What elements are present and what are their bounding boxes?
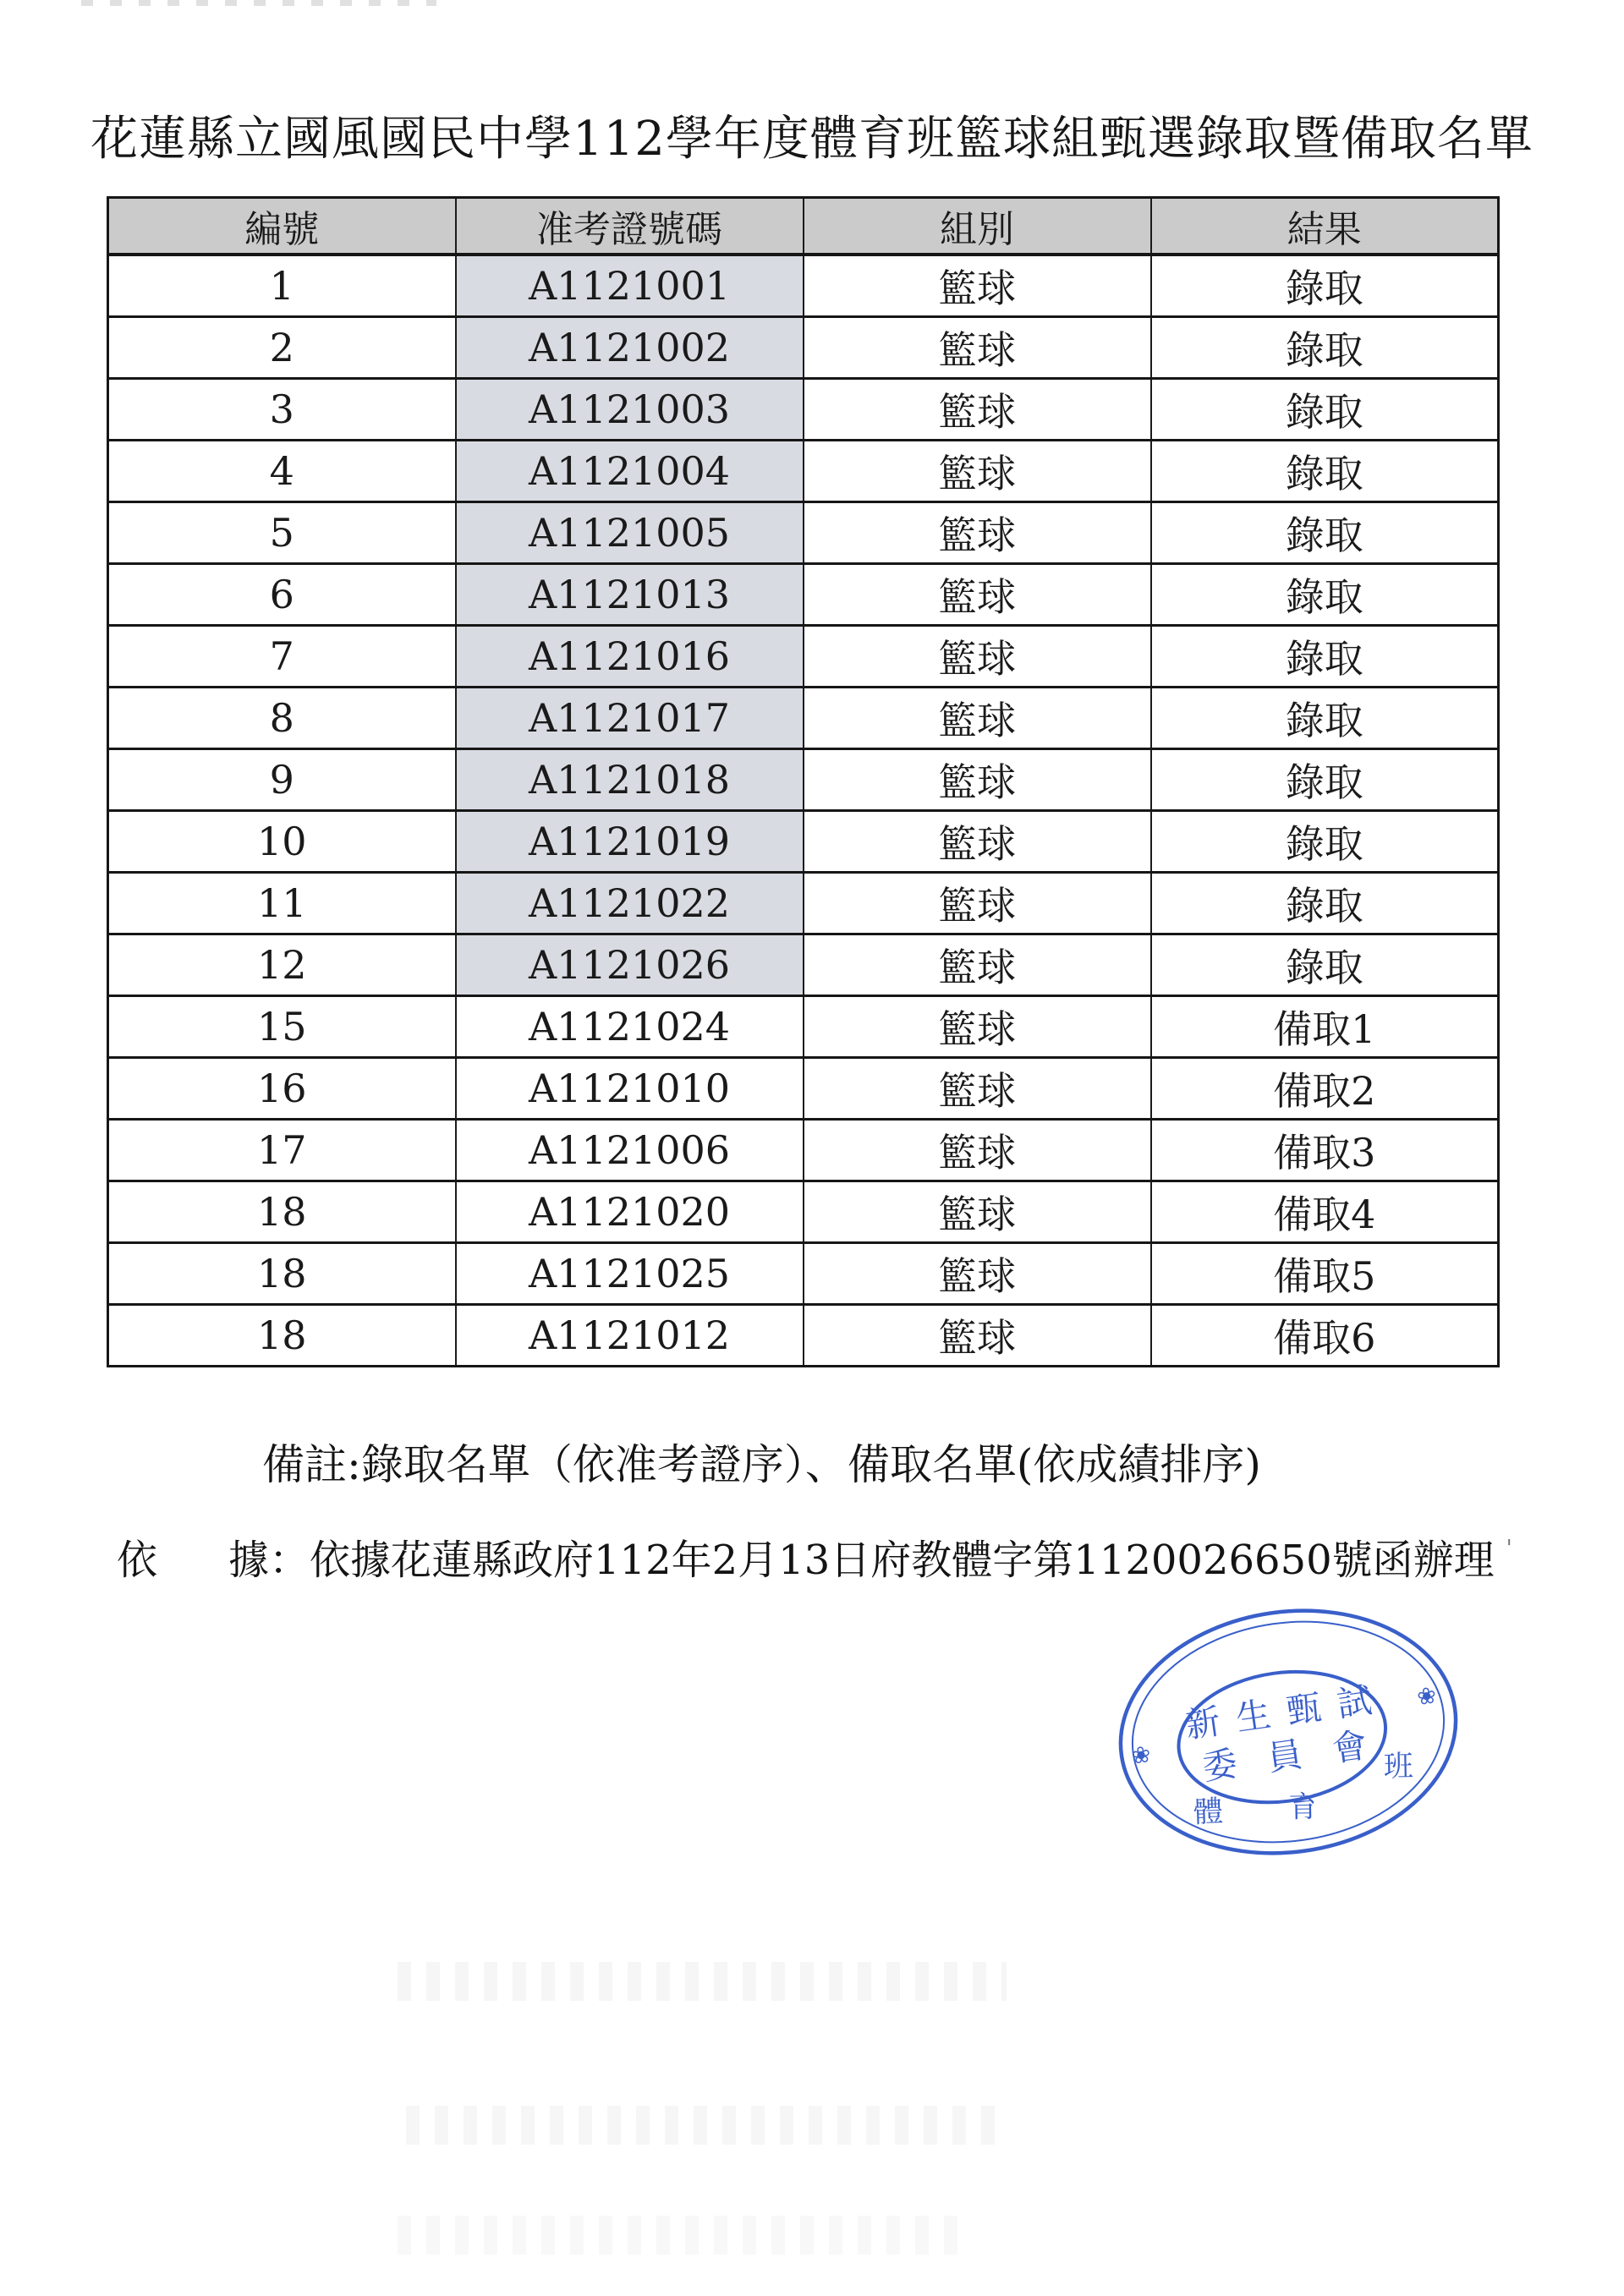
legal-basis-line bbox=[117, 1527, 1512, 1586]
table-row bbox=[108, 811, 1499, 873]
cell-group: 籃球 bbox=[804, 255, 1151, 317]
stamp-bottom-char: 育 bbox=[1288, 1790, 1319, 1825]
cell-result: 備取3 bbox=[1151, 1120, 1499, 1181]
cell-no: 15 bbox=[108, 996, 456, 1058]
cell-ticket: A1121016 bbox=[456, 626, 804, 688]
cell-no: 18 bbox=[108, 1181, 456, 1243]
table-row bbox=[108, 996, 1499, 1058]
cell-no: 4 bbox=[108, 441, 456, 502]
cell-result: 錄取 bbox=[1151, 564, 1499, 626]
table-row bbox=[108, 255, 1499, 317]
column-header-result: 結果 bbox=[1151, 198, 1499, 255]
cell-no: 18 bbox=[108, 1305, 456, 1367]
cell-group: 籃球 bbox=[804, 873, 1151, 934]
cell-group: 籃球 bbox=[804, 1120, 1151, 1181]
cell-ticket: A1121012 bbox=[456, 1305, 804, 1367]
cell-group: 籃球 bbox=[804, 811, 1151, 873]
cell-no: 10 bbox=[108, 811, 456, 873]
cell-group: 籃球 bbox=[804, 626, 1151, 688]
cell-no: 7 bbox=[108, 626, 456, 688]
cell-no: 9 bbox=[108, 749, 456, 811]
table-row bbox=[108, 1181, 1499, 1243]
school-committee-stamp bbox=[1102, 1597, 1471, 1866]
cell-group: 籃球 bbox=[804, 1181, 1151, 1243]
basis-text: 據：依據花蓮縣政府112年2月13日府教體字第1120026650號函辦理 bbox=[228, 1537, 1495, 1584]
cell-ticket: A1121025 bbox=[456, 1243, 804, 1305]
table-row bbox=[108, 502, 1499, 564]
cell-ticket: A1121022 bbox=[456, 873, 804, 934]
cell-no: 16 bbox=[108, 1058, 456, 1120]
cell-result: 備取6 bbox=[1151, 1305, 1499, 1367]
cell-group: 籃球 bbox=[804, 564, 1151, 626]
cell-group: 籃球 bbox=[804, 502, 1151, 564]
table-row bbox=[108, 934, 1499, 996]
cell-no: 1 bbox=[108, 255, 456, 317]
cell-ticket: A1121001 bbox=[456, 255, 804, 317]
stamp-inner-line2: 委員會 bbox=[1199, 1724, 1370, 1789]
stamp-bottom-char: 班 bbox=[1383, 1750, 1414, 1784]
cell-result: 錄取 bbox=[1151, 873, 1499, 934]
cell-result: 備取1 bbox=[1151, 996, 1499, 1058]
cell-group: 籃球 bbox=[804, 441, 1151, 502]
cell-result: 錄取 bbox=[1151, 317, 1499, 379]
page-title: 花蓮縣立國風國民中學112學年度體育班籃球組甄選錄取暨備取名單 bbox=[91, 112, 1533, 167]
cell-ticket: A1121004 bbox=[456, 441, 804, 502]
plum-blossom-icon: ❀ bbox=[1129, 1741, 1153, 1770]
table-row bbox=[108, 1120, 1499, 1181]
table-row bbox=[108, 379, 1499, 441]
table-row bbox=[108, 626, 1499, 688]
cell-result: 錄取 bbox=[1151, 811, 1499, 873]
cell-group: 籃球 bbox=[804, 1058, 1151, 1120]
cell-result: 錄取 bbox=[1151, 749, 1499, 811]
cell-no: 8 bbox=[108, 688, 456, 749]
plum-blossom-icon: ❀ bbox=[1415, 1682, 1439, 1712]
table-row bbox=[108, 1058, 1499, 1120]
results-table-body bbox=[108, 255, 1499, 1367]
cell-ticket: A1121010 bbox=[456, 1058, 804, 1120]
scan-artifact bbox=[81, 0, 436, 6]
cell-no: 3 bbox=[108, 379, 456, 441]
cell-result: 錄取 bbox=[1151, 441, 1499, 502]
table-row bbox=[108, 1243, 1499, 1305]
stray-ink-mark: ' bbox=[1506, 1536, 1512, 1561]
cell-ticket: A1121018 bbox=[456, 749, 804, 811]
scan-bleedthrough-artifact bbox=[398, 1962, 1007, 2001]
scan-bleedthrough-artifact bbox=[406, 2106, 998, 2145]
cell-group: 籃球 bbox=[804, 749, 1151, 811]
cell-group: 籃球 bbox=[804, 1305, 1151, 1367]
table-row bbox=[108, 873, 1499, 934]
cell-ticket: A1121003 bbox=[456, 379, 804, 441]
stamp-inner-line1: 新生甄試 bbox=[1182, 1680, 1374, 1746]
cell-result: 錄取 bbox=[1151, 934, 1499, 996]
cell-ticket: A1121020 bbox=[456, 1181, 804, 1243]
column-header-ticket-number: 准考證號碼 bbox=[456, 198, 804, 255]
cell-no: 6 bbox=[108, 564, 456, 626]
cell-ticket: A1121006 bbox=[456, 1120, 804, 1181]
cell-result: 備取5 bbox=[1151, 1243, 1499, 1305]
cell-no: 17 bbox=[108, 1120, 456, 1181]
admission-results-table bbox=[107, 196, 1500, 1367]
column-header-serial: 編號 bbox=[108, 198, 456, 255]
table-row bbox=[108, 1305, 1499, 1367]
stamp-outer-ring-icon bbox=[1105, 1597, 1471, 1866]
table-header-row bbox=[108, 198, 1499, 255]
cell-group: 籃球 bbox=[804, 1243, 1151, 1305]
cell-no: 18 bbox=[108, 1243, 456, 1305]
table-row bbox=[108, 688, 1499, 749]
cell-ticket: A1121017 bbox=[456, 688, 804, 749]
cell-group: 籃球 bbox=[804, 688, 1151, 749]
cell-no: 2 bbox=[108, 317, 456, 379]
cell-result: 錄取 bbox=[1151, 688, 1499, 749]
table-row bbox=[108, 441, 1499, 502]
table-row bbox=[108, 317, 1499, 379]
basis-label: 依 bbox=[117, 1537, 158, 1584]
remark-note: 備註:錄取名單（依准考證序）、備取名單(依成績排序) bbox=[262, 1440, 1261, 1489]
cell-ticket: A1121019 bbox=[456, 811, 804, 873]
cell-result: 錄取 bbox=[1151, 626, 1499, 688]
stamp-bottom-char: 體 bbox=[1193, 1795, 1224, 1830]
cell-ticket: A1121013 bbox=[456, 564, 804, 626]
cell-group: 籃球 bbox=[804, 379, 1151, 441]
cell-result: 備取2 bbox=[1151, 1058, 1499, 1120]
cell-result: 錄取 bbox=[1151, 502, 1499, 564]
cell-ticket: A1121026 bbox=[456, 934, 804, 996]
cell-ticket: A1121005 bbox=[456, 502, 804, 564]
cell-no: 11 bbox=[108, 873, 456, 934]
cell-result: 備取4 bbox=[1151, 1181, 1499, 1243]
cell-ticket: A1121024 bbox=[456, 996, 804, 1058]
table-row bbox=[108, 564, 1499, 626]
cell-group: 籃球 bbox=[804, 934, 1151, 996]
cell-group: 籃球 bbox=[804, 996, 1151, 1058]
column-header-group: 組別 bbox=[804, 198, 1151, 255]
cell-result: 錄取 bbox=[1151, 255, 1499, 317]
cell-result: 錄取 bbox=[1151, 379, 1499, 441]
table-row bbox=[108, 749, 1499, 811]
cell-ticket: A1121002 bbox=[456, 317, 804, 379]
cell-no: 12 bbox=[108, 934, 456, 996]
cell-no: 5 bbox=[108, 502, 456, 564]
scan-bleedthrough-artifact bbox=[398, 2216, 973, 2255]
cell-group: 籃球 bbox=[804, 317, 1151, 379]
